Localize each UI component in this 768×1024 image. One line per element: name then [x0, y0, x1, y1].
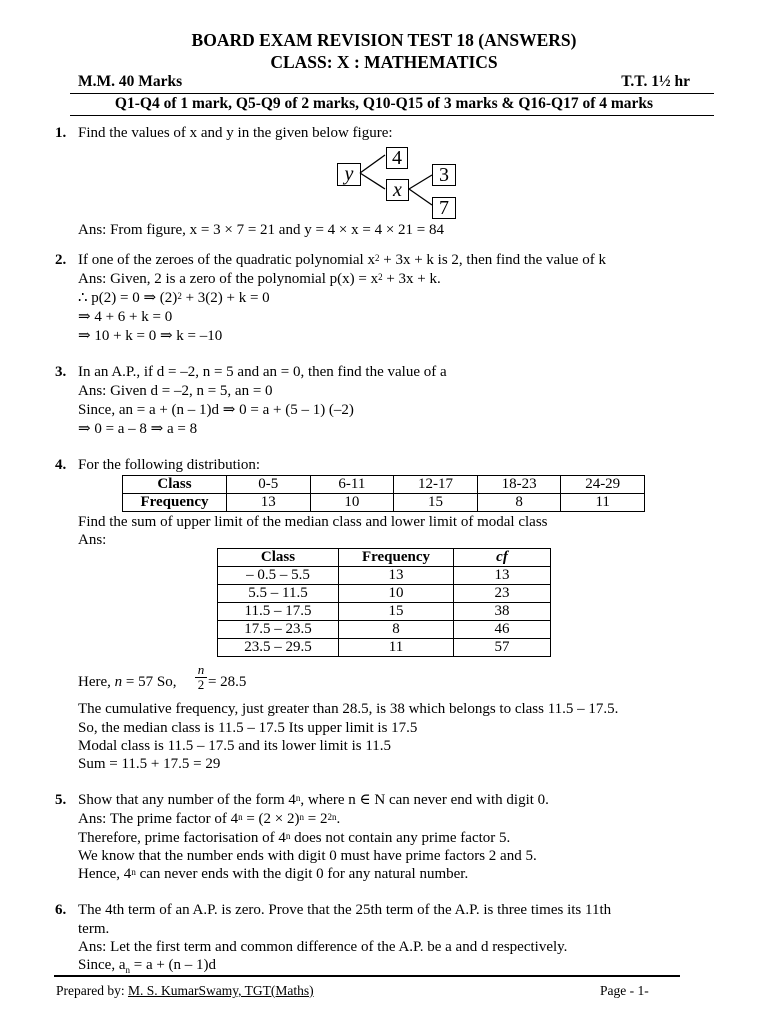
- table-header-cell: Frequency: [339, 549, 454, 567]
- table-row: [218, 585, 551, 603]
- table-cell: 8: [477, 494, 561, 512]
- table-row: [123, 476, 645, 494]
- q4-text: For the following distribution:: [78, 457, 261, 473]
- table-cell: 11: [339, 639, 454, 657]
- q5-answer-line-2: Therefore, prime factorisation of 4$^n$ does not contain any prime factor 5.: [78, 830, 511, 846]
- table-header-row: [218, 549, 551, 567]
- q6-answer-line-1: Ans: Let the first term and common difference of the A.P. be a and d respectively.: [78, 939, 568, 955]
- question-number: 2.: [55, 252, 67, 268]
- box-seven: 7: [432, 197, 456, 219]
- table-cell: 18-23: [477, 476, 561, 494]
- header-rule-bottom: [70, 115, 714, 116]
- table-cell: 12-17: [394, 476, 478, 494]
- q3-answer-line-2: Since, an = a + (n – 1)d ⇒ 0 = a + (5 – 1) (–2): [78, 402, 354, 418]
- q2-answer-line-3: ⇒ 4 + 6 + k = 0: [78, 309, 173, 325]
- table-cell: 38: [454, 603, 551, 621]
- table-cell: 11.5 – 17.5: [218, 603, 339, 621]
- table-cell: 15: [339, 603, 454, 621]
- table-cell: 11: [561, 494, 645, 512]
- q4-median-position: Here, n = 57 So, = 28.5: [78, 674, 247, 690]
- table-cell: Class: [123, 476, 227, 494]
- q2-answer-line-2: ∴ p(2) = 0 ⇒ $(2)^2 + 3(2) + k = 0$: [78, 290, 270, 306]
- table-cell: 10: [310, 494, 394, 512]
- q4-answer-line-2: So, the median class is 11.5 – 17.5 Its upper limit is 17.5: [78, 720, 418, 736]
- distribution-table: [122, 475, 645, 512]
- max-marks: M.M. 40 Marks: [78, 73, 183, 90]
- q2-answer-line-4: ⇒ 10 + k = 0 ⇒ k = –10: [78, 328, 223, 344]
- page-title: BOARD EXAM REVISION TEST 18 (ANSWERS): [191, 30, 577, 50]
- q1-answer: Ans: From figure, x = 3 × 7 = 21 and y = 4 × x = 4 × 21 = 84: [78, 222, 444, 238]
- marks-scheme: Q1-Q4 of 1 mark, Q5-Q9 of 2 marks, Q10-Q15 of 3 marks & Q16-Q17 of 4 marks: [114, 95, 654, 112]
- question-number: 3.: [55, 364, 67, 380]
- q5-answer-line-3: We know that the number ends with digit 0 must have prime factors 2 and 5.: [78, 848, 537, 864]
- q4-answer-line-3: Modal class is 11.5 – 17.5 and its lower limit is 11.5: [78, 738, 392, 754]
- table-cell: 5.5 – 11.5: [218, 585, 339, 603]
- q5-answer-line-4: Hence, 4$^n$ can never ends with the digit 0 for any natural number.: [78, 866, 469, 882]
- footer-prepared-by: Prepared by: M. S. KumarSwamy, TGT(Maths): [56, 983, 314, 998]
- question-number: 5.: [55, 792, 67, 808]
- table-header-cell: Class: [218, 549, 339, 567]
- box-four: 4: [386, 147, 408, 169]
- q6-text-line-1: The 4th term of an A.P. is zero. Prove that the 25th term of the A.P. is three times its 11th: [78, 902, 612, 918]
- table-cell: 6-11: [310, 476, 394, 494]
- cumulative-frequency-table: [217, 548, 551, 657]
- table-row: [218, 639, 551, 657]
- q3-text: In an A.P., if d = –2, n = 5 and an = 0, then find the value of a: [78, 364, 447, 380]
- q3-answer-line-3: ⇒ 0 = a – 8 ⇒ a = 8: [78, 421, 198, 437]
- table-cell: 0-5: [227, 476, 311, 494]
- table-cell: 15: [394, 494, 478, 512]
- box-x: x: [386, 179, 409, 201]
- table-cell: – 0.5 – 5.5: [218, 567, 339, 585]
- table-cell: 13: [227, 494, 311, 512]
- table-cell: 13: [339, 567, 454, 585]
- q1-tree-figure: [335, 145, 465, 220]
- table-cell: 17.5 – 23.5: [218, 621, 339, 639]
- table-row: [218, 603, 551, 621]
- q6-text-line-2: term.: [78, 921, 110, 937]
- q1-text: Find the values of x and y in the given below figure:: [78, 125, 393, 141]
- fraction-n-over-2: n 2: [195, 663, 207, 692]
- table-cell: Frequency: [123, 494, 227, 512]
- table-cell: 23.5 – 29.5: [218, 639, 339, 657]
- table-row: [218, 567, 551, 585]
- page-number: Page - 1-: [600, 983, 649, 998]
- q4-question-line: Find the sum of upper limit of the median class and lower limit of modal class: [78, 514, 548, 530]
- q5-text: Show that any number of the form 4$^n$, where n ∈ N can never end with digit 0.: [78, 792, 549, 808]
- footer-rule: [54, 975, 680, 977]
- table-cell: 46: [454, 621, 551, 639]
- box-y: y: [337, 163, 361, 186]
- box-three: 3: [432, 164, 456, 186]
- q5-answer-line-1: Ans: The prime factor of $4^n = (2 \times 2)^n = 2^{2n}$.: [78, 811, 341, 827]
- question-number: 4.: [55, 457, 67, 473]
- author-name: M. S. KumarSwamy, TGT(Maths): [127, 983, 314, 998]
- table-cell: 13: [454, 567, 551, 585]
- table-row: [218, 621, 551, 639]
- page-subtitle: CLASS: X : MATHEMATICS: [270, 52, 498, 72]
- table-cell: 23: [454, 585, 551, 603]
- table-cell: 57: [454, 639, 551, 657]
- table-header-cell: cf: [454, 549, 551, 567]
- q2-answer-line-1: Ans: Given, 2 is a zero of the polynomial $p(x) = x^2 + 3x + k$.: [78, 271, 441, 287]
- time-allowed: T.T. 1½ hr: [621, 73, 690, 90]
- header-rule-top: [70, 93, 714, 94]
- q4-answer-label: Ans:: [78, 532, 107, 548]
- q2-text: If one of the zeroes of the quadratic polynomial $x^2 + 3x + k$ is 2, then find the value of k: [78, 252, 606, 268]
- q4-answer-line-1: The cumulative frequency, just greater than 28.5, is 38 which belongs to class 11.5 – 17.5.: [78, 701, 619, 717]
- q6-answer-line-2: Since, $a_n = a + (n - 1)d$: [78, 957, 217, 975]
- q4-answer-line-4: Sum = 11.5 + 17.5 = 29: [78, 756, 221, 772]
- question-number: 6.: [55, 902, 67, 918]
- table-cell: 24-29: [561, 476, 645, 494]
- q3-answer-line-1: Ans: Given d = –2, n = 5, an = 0: [78, 383, 273, 399]
- question-number: 1.: [55, 125, 67, 141]
- table-cell: 8: [339, 621, 454, 639]
- table-row: [123, 494, 645, 512]
- table-cell: 10: [339, 585, 454, 603]
